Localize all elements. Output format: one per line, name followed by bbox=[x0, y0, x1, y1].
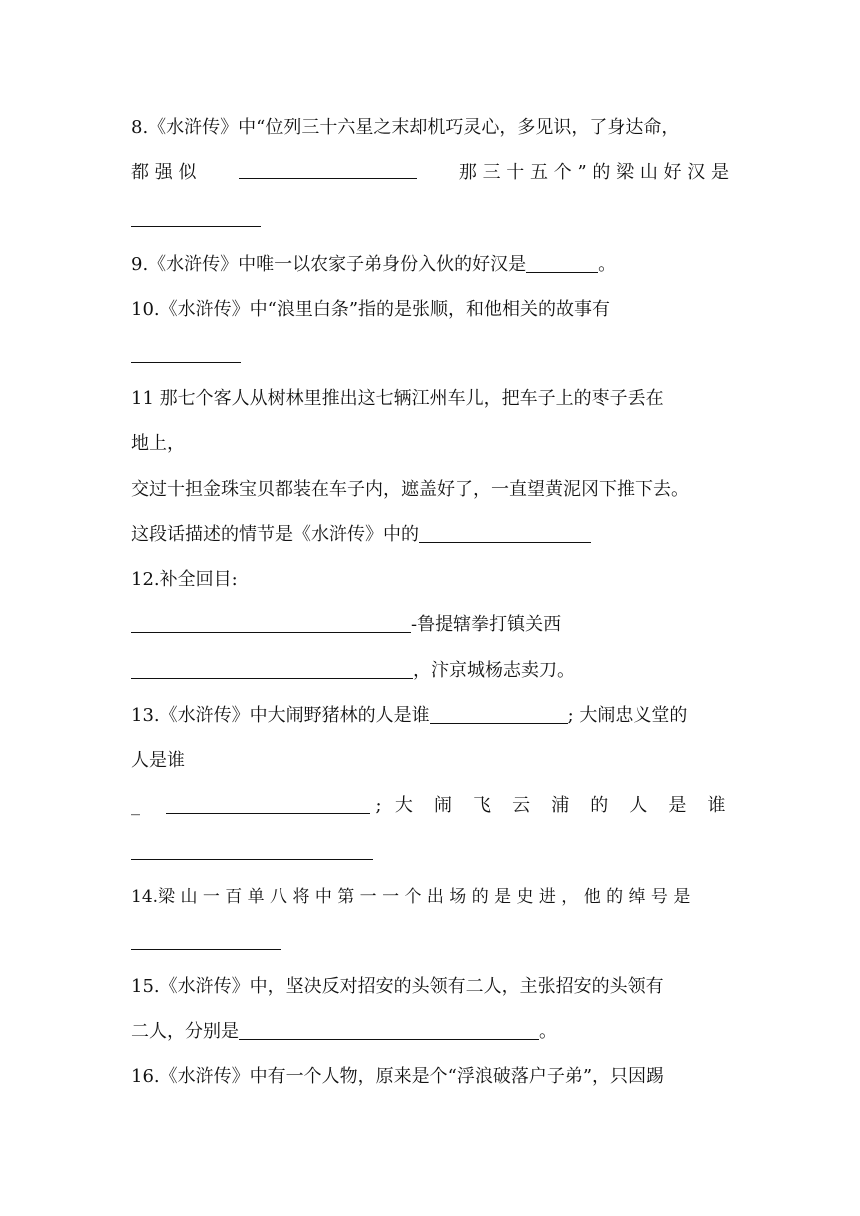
q9-line bbox=[131, 252, 729, 278]
q11-line-3: 交过十担金珠宝贝都装在车子内，遮盖好了，一直望黄泥冈下推下去。 bbox=[131, 479, 689, 500]
q8-line-3 bbox=[131, 206, 729, 232]
q14-line-2 bbox=[131, 929, 729, 955]
q9-answer-blank[interactable] bbox=[526, 254, 598, 273]
q15-tail: 。 bbox=[539, 1021, 557, 1042]
q8-line-1: 8.《水浒传》中“位列三十六星之末却机巧灵心，多见识，了身达命， bbox=[131, 117, 680, 138]
q12-text-1: -鲁提辖拳打镇关西 bbox=[411, 614, 562, 635]
q11-answer-blank[interactable] bbox=[419, 524, 591, 543]
q13-line-4 bbox=[131, 839, 729, 865]
q8-text-before: 都 强 似 bbox=[131, 162, 197, 183]
q13-line-3 bbox=[131, 793, 729, 819]
q13-answer-blank-1[interactable] bbox=[430, 705, 568, 724]
q13-text-2: ; 大闹忠义堂的 bbox=[567, 705, 688, 726]
q11-line-1: 11 那七个客人从树林里推出这七辆江州车儿，把车子上的枣子丢在 bbox=[131, 388, 664, 409]
q13-text-1: 13.《水浒传》中大闹野猪林的人是谁 bbox=[131, 705, 430, 726]
q10-line-2 bbox=[131, 342, 729, 368]
q12-line-1: 12.补全回目: bbox=[131, 569, 238, 590]
q11-line-4 bbox=[131, 522, 729, 548]
q8-answer-blank-1[interactable] bbox=[239, 160, 417, 179]
q16-line-1: 16.《水浒传》中有一个人物，原来是个“浮浪破落户子弟”，只因踢 bbox=[131, 1066, 665, 1087]
q8-text-after: 那 三 十 五 个 ” 的 梁 山 好 汉 是 bbox=[458, 162, 729, 183]
q15-line-1: 15.《水浒传》中，坚决反对招安的头领有二人，主张招安的头领有 bbox=[131, 976, 664, 997]
q12-answer-blank-2[interactable] bbox=[131, 660, 413, 679]
q15-line-2 bbox=[131, 1019, 729, 1045]
q12-line-3 bbox=[131, 658, 729, 684]
q13-line-1 bbox=[131, 703, 729, 729]
q15-answer-blank[interactable] bbox=[239, 1021, 539, 1040]
q8-answer-blank-2[interactable] bbox=[131, 208, 261, 227]
q13-answer-blank-2[interactable] bbox=[166, 795, 370, 814]
q9-text: 9.《水浒传》中唯一以农家子弟身份入伙的好汉是 bbox=[131, 254, 527, 275]
q13-text-3: ; 大 闹 飞 云 浦 的 人 是 谁 bbox=[375, 795, 726, 816]
q11-line-2: 地上， bbox=[131, 433, 185, 454]
q11-text: 这段话描述的情节是《水浒传》中的 bbox=[131, 524, 419, 545]
q12-line-2 bbox=[131, 612, 729, 638]
q12-answer-blank-1[interactable] bbox=[131, 614, 411, 633]
q14-line-1: 14.梁 山 一 百 单 八 将 中 第 一 一 个 出 场 的 是 史 进 ， 他 的 绰 号 是 bbox=[131, 887, 691, 907]
q13-line-2: 人是谁 bbox=[131, 750, 185, 771]
q13-answer-blank-3[interactable] bbox=[131, 841, 373, 860]
q13-prefix: _ bbox=[131, 795, 140, 816]
q9-tail: 。 bbox=[598, 254, 617, 275]
q14-answer-blank[interactable] bbox=[131, 931, 281, 950]
q12-text-2: ，汴京城杨志卖刀。 bbox=[413, 660, 575, 681]
q10-line-1: 10.《水浒传》中“浪里白条”指的是张顺，和他相关的故事有 bbox=[131, 299, 611, 320]
q15-text: 二人，分别是 bbox=[131, 1021, 239, 1042]
q10-answer-blank[interactable] bbox=[131, 344, 241, 363]
q8-line-2 bbox=[131, 160, 729, 186]
